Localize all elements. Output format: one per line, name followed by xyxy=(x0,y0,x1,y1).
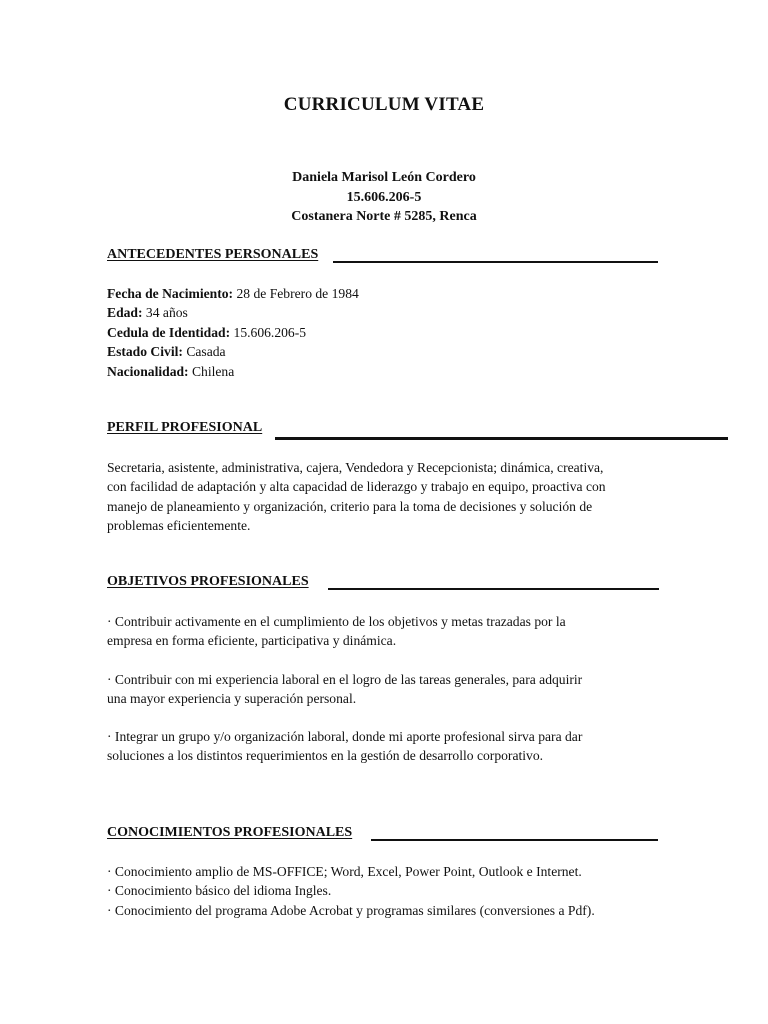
personal-field xyxy=(107,342,667,361)
field-value: 15.606.206-5 xyxy=(230,324,307,340)
section-heading-profile xyxy=(107,419,262,437)
objective-item xyxy=(107,670,667,709)
profile-line: manejo de planeamiento y organización, criterio para la toma de decisiones y solución de xyxy=(107,498,593,514)
profile-line: problemas eficientemente. xyxy=(107,518,251,534)
objective-line: empresa en forma eficiente, participativa y dinámica. xyxy=(107,633,397,649)
field-value: 28 de Febrero de 1984 xyxy=(233,286,359,301)
section-heading-profile-text: PERFIL PROFESIONAL xyxy=(107,420,263,435)
objective-line: una mayor experiencia y superación personal. xyxy=(107,691,357,707)
contact-header xyxy=(0,168,768,227)
objective-line: · Contribuir con mi experiencia laboral en el logro de las tareas generales, para adquirir xyxy=(107,672,583,687)
field-label: Fecha de Nacimiento: xyxy=(107,286,234,301)
objective-line: · Integrar un grupo y/o organización laboral, donde mi aporte profesional sirva para dar xyxy=(107,729,583,744)
objective-item xyxy=(107,612,667,651)
knowledge-item: · Conocimiento básico del idioma Ingles. xyxy=(107,883,332,899)
id-number: 15.606.206-5 xyxy=(346,189,422,205)
profile-paragraph xyxy=(107,458,667,536)
knowledge-item: · Conocimiento amplio de MS-OFFICE; Word, Excel, Power Point, Outlook e Internet. xyxy=(107,864,582,879)
section-heading-knowledge xyxy=(107,824,352,842)
personal-field xyxy=(107,362,667,381)
field-label: Cedula de Identidad: xyxy=(107,324,231,340)
objective-line: · Contribuir activamente en el cumplimiento de los objetivos y metas trazadas por la xyxy=(107,614,566,629)
address: Costanera Norte # 5285, Renca xyxy=(291,209,477,224)
objective-line: soluciones a los distintos requerimientos en la gestión de desarrollo corporativo. xyxy=(107,748,544,764)
section-heading-objectives xyxy=(107,573,309,591)
profile-line: con facilidad de adaptación y alta capacidad de liderazgo y trabajo en equipo, proactiva con xyxy=(107,479,606,495)
document-title: CURRICULUM VITAE xyxy=(283,94,485,115)
profile-line: Secretaria, asistente, administrativa, cajera, Vendedora y Recepcionista; dinámica, creativa, xyxy=(107,460,604,475)
field-label: Edad: xyxy=(107,305,143,321)
personal-field xyxy=(107,323,667,342)
field-label: Estado Civil: xyxy=(107,344,183,360)
section-heading-objectives-text: OBJETIVOS PROFESIONALES xyxy=(107,574,309,589)
section-heading-personal xyxy=(107,246,318,264)
objective-item xyxy=(107,727,667,766)
section-heading-knowledge-text: CONOCIMIENTOS PROFESIONALES xyxy=(107,825,353,840)
knowledge-item: · Conocimiento del programa Adobe Acrobat y programas similares (conversiones a Pdf). xyxy=(107,902,595,918)
section-rule-profile xyxy=(275,437,728,440)
field-label: Nacionalidad: xyxy=(107,363,189,379)
section-rule-personal xyxy=(333,261,658,263)
section-rule-objectives xyxy=(328,588,659,590)
field-value: Chilena xyxy=(188,363,235,379)
personal-info-list xyxy=(107,284,667,381)
section-heading-personal-text: ANTECEDENTES PERSONALES xyxy=(107,247,319,262)
personal-field xyxy=(107,284,667,303)
personal-field xyxy=(107,303,667,322)
field-value: 34 años xyxy=(142,305,188,321)
full-name: Daniela Marisol León Cordero xyxy=(292,170,476,185)
knowledge-list xyxy=(107,862,667,920)
field-value: Casada xyxy=(182,344,226,360)
section-rule-knowledge xyxy=(371,839,658,841)
